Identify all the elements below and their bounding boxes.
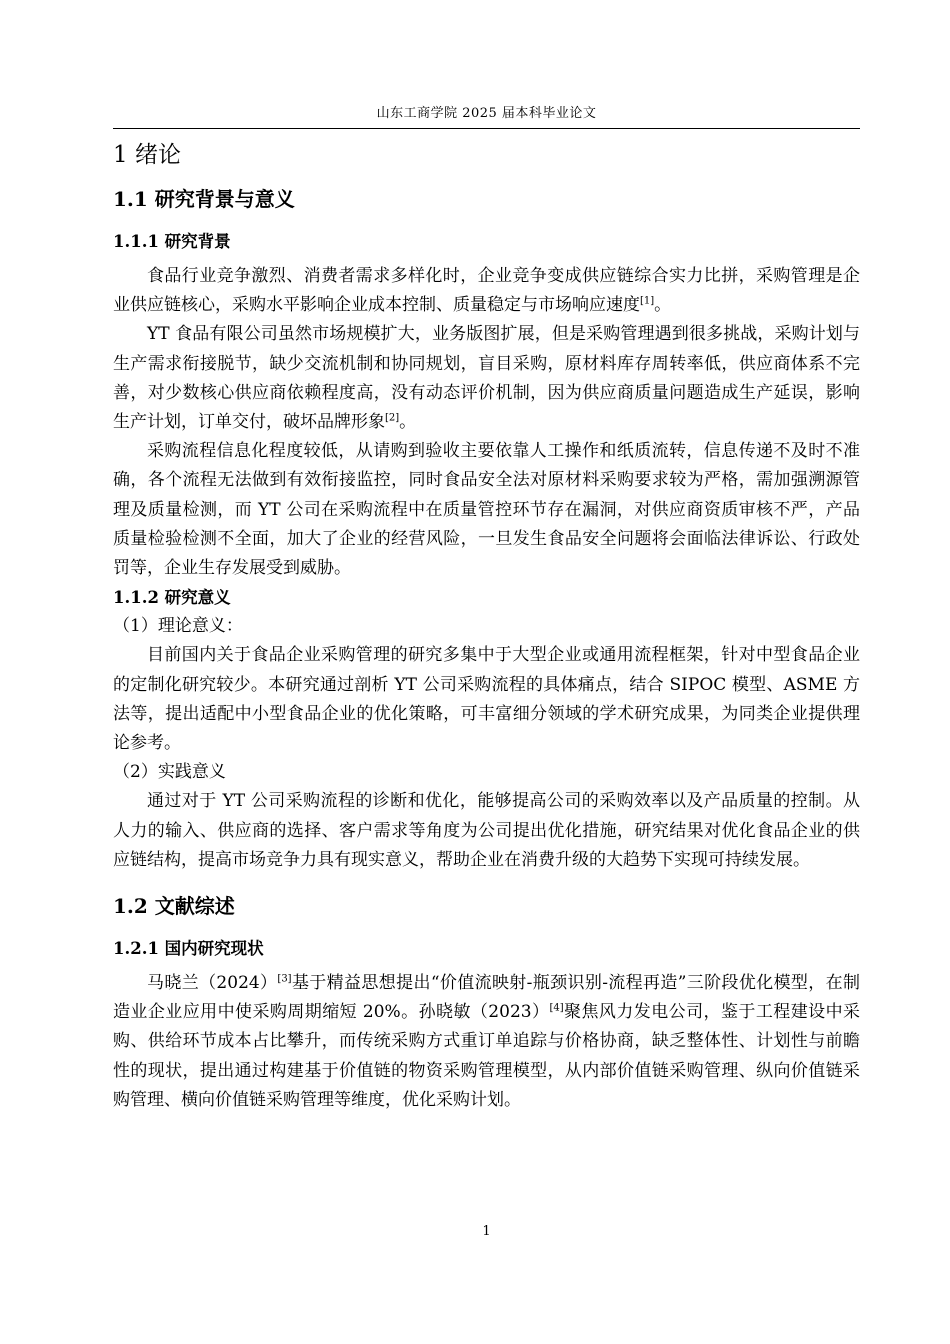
list-item-practice: （2）实践意义 [113, 762, 226, 783]
paragraph-end: 。 [654, 295, 672, 316]
header-rule [113, 128, 860, 129]
citation-ref: [1] [640, 295, 655, 307]
subsection-title-1-2-1: 1.2.1 国内研究现状 [113, 939, 264, 959]
paragraph-text: YT 食品有限公司虽然市场规模扩大，业务版图扩展，但是采购管理遇到很多挑战，采购计划与生产需求衔接脱节，缺少交流机制和协同规划，盲目采购，原材料库存周转率低，供应商体系不完善，对少数核心供应商依赖程度高，没有动态评价机制，因为供应商质量问题造成生产延误，影响生产计划，订单交付，破坏品牌形象 [113, 324, 860, 433]
running-header: 山东工商学院 2025 届本科毕业论文 [376, 106, 597, 121]
paragraph-background-3: 采购流程信息化程度较低，从请购到验收主要依靠人工操作和纸质流转，信息传递不及时不准确，各个流程无法做到有效衔接监控，同时食品安全法对原材料采购要求较为严格，需加强溯源管理及质量检测，而 YT 公司在采购流程中在质量管控环节存在漏洞，对供应商资质审核不严，产品质量检验检测不全面，加大了企业的经营风险，一旦发生食品安全问题将会面临法律诉讼、行政处罚等，企业生存发展受到威胁。 [113, 441, 860, 579]
paragraph-text: 马晓兰（2024） [147, 973, 278, 994]
paragraph-background-1 [113, 262, 860, 320]
citation-ref: [3] [277, 973, 292, 985]
section-title-1-2: 1.2 文献综述 [113, 894, 235, 919]
paragraph-domestic-research [113, 969, 860, 1115]
paragraph-text: 基于精益思想提出“价值流映射-瓶颈识别-流程再造”三阶段优化模型，在制造业企业应用中使采购周期缩短 20%。孙晓敏（2023） [113, 973, 861, 1023]
paragraph-significance-theory: 目前国内关于食品企业采购管理的研究多集中于大型企业或通用流程框架，针对中型食品企业的定制化研究较少。本研究通过剖析 YT 公司采购流程的具体痛点，结合 SIPOC 模型、ASME 方法等，提出适配中小型食品企业的优化策略，可丰富细分领域的学术研究成果，为同类企业提供理论参考。 [113, 645, 860, 754]
subsection-title-1-1-1: 1.1.1 研究背景 [113, 232, 231, 251]
list-item-theory: （1）理论意义： [113, 616, 243, 637]
citation-ref: [4] [549, 1002, 564, 1014]
paragraph-end: 。 [399, 412, 417, 433]
paragraph-text: 聚焦风力发电公司，鉴于工程建设中采购、供给环节成本占比攀升，而传统采购方式重订单追踪与价格协商，缺乏整体性、计划性与前瞻性的现状，提出通过构建基于价值链的物资采购管理模型，从内部价值链采购管理、纵向价值链采购管理、横向价值链采购管理等维度，优化采购计划。 [113, 1002, 861, 1110]
page-body [113, 134, 860, 1115]
section-title-1-1: 1.1 研究背景与意义 [113, 187, 295, 211]
paragraph-text: 食品行业竞争激烈、消费者需求多样化时，企业竞争变成供应链综合实力比拼，采购管理是企业供应链核心，采购水平影响企业成本控制、质量稳定与市场响应速度 [113, 266, 860, 316]
chapter-title: 1 绪论 [113, 142, 181, 168]
paragraph-significance-practice: 通过对于 YT 公司采购流程的诊断和优化，能够提高公司的采购效率以及产品质量的控制。从人力的输入、供应商的选择、客户需求等角度为公司提出优化措施，研究结果对优化食品企业的供应链结构，提高市场竞争力具有现实意义，帮助企业在消费升级的大趋势下实现可持续发展。 [113, 791, 860, 870]
subsection-title-1-1-2: 1.1.2 研究意义 [113, 588, 231, 608]
citation-ref: [2] [385, 412, 400, 424]
paragraph-background-2 [113, 320, 860, 437]
page-number: 1 [482, 1224, 491, 1239]
